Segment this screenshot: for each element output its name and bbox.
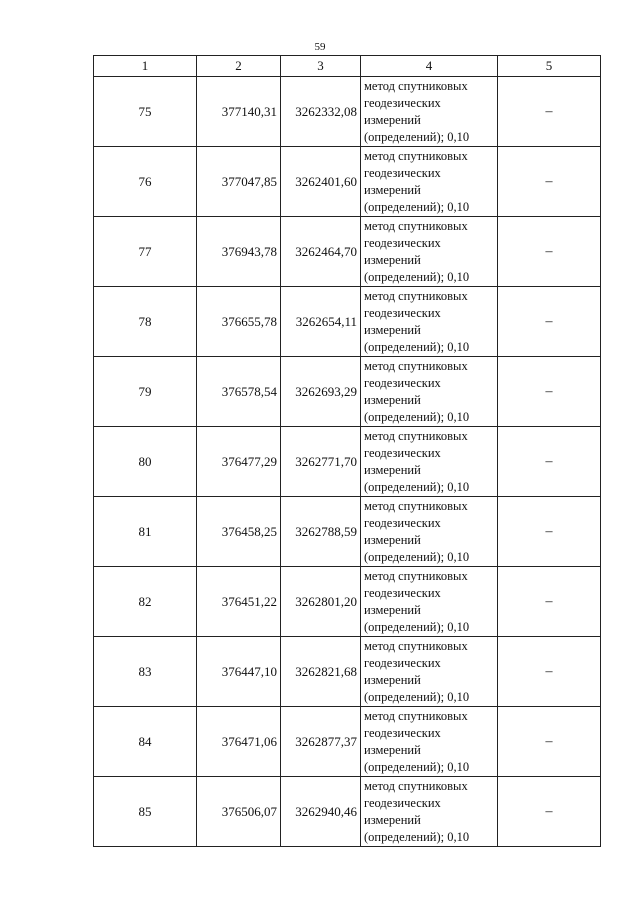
y-coordinate-cell: 3262464,70 xyxy=(281,217,361,287)
method-line: геодезических xyxy=(364,375,441,390)
note-cell: – xyxy=(498,427,601,497)
point-number-cell: 82 xyxy=(94,567,197,637)
x-coordinate-cell: 376477,29 xyxy=(197,427,281,497)
method-line: метод спутниковых xyxy=(364,288,468,303)
method-line: измерений xyxy=(364,672,421,687)
method-line: (определений); 0,10 xyxy=(364,129,470,144)
point-number-cell: 83 xyxy=(94,637,197,707)
method-line: измерений xyxy=(364,812,421,827)
method-cell xyxy=(361,287,498,357)
x-coordinate-cell: 376506,07 xyxy=(197,777,281,847)
method-line: измерений xyxy=(364,532,421,547)
method-line: геодезических xyxy=(364,795,441,810)
x-coordinate-cell: 376471,06 xyxy=(197,707,281,777)
table-row xyxy=(94,497,601,567)
method-line: геодезических xyxy=(364,305,441,320)
method-line: (определений); 0,10 xyxy=(364,689,470,704)
method-line: геодезических xyxy=(364,725,441,740)
method-line: (определений); 0,10 xyxy=(364,199,470,214)
column-header-3: 3 xyxy=(281,56,361,77)
method-line: (определений); 0,10 xyxy=(364,549,470,564)
method-line: измерений xyxy=(364,182,421,197)
y-coordinate-cell: 3262788,59 xyxy=(281,497,361,567)
point-number-cell: 80 xyxy=(94,427,197,497)
table-row xyxy=(94,777,601,847)
method-line: геодезических xyxy=(364,515,441,530)
method-line: геодезических xyxy=(364,235,441,250)
x-coordinate-cell: 376655,78 xyxy=(197,287,281,357)
method-line: измерений xyxy=(364,322,421,337)
method-cell xyxy=(361,777,498,847)
method-line: (определений); 0,10 xyxy=(364,269,470,284)
method-line: метод спутниковых xyxy=(364,428,468,443)
method-line: (определений); 0,10 xyxy=(364,619,470,634)
method-line: измерений xyxy=(364,742,421,757)
note-cell: – xyxy=(498,567,601,637)
note-cell: – xyxy=(498,497,601,567)
point-number-cell: 85 xyxy=(94,777,197,847)
x-coordinate-cell: 376578,54 xyxy=(197,357,281,427)
method-cell xyxy=(361,567,498,637)
table-row xyxy=(94,357,601,427)
method-line: геодезических xyxy=(364,95,441,110)
method-cell xyxy=(361,77,498,147)
method-line: (определений); 0,10 xyxy=(364,409,470,424)
method-line: метод спутниковых xyxy=(364,148,468,163)
note-cell: – xyxy=(498,707,601,777)
method-line: (определений); 0,10 xyxy=(364,339,470,354)
method-line: измерений xyxy=(364,392,421,407)
note-cell: – xyxy=(498,637,601,707)
column-header-4: 4 xyxy=(361,56,498,77)
note-cell: – xyxy=(498,287,601,357)
note-cell: – xyxy=(498,147,601,217)
method-cell xyxy=(361,637,498,707)
table-row xyxy=(94,567,601,637)
method-cell xyxy=(361,147,498,217)
table-body xyxy=(94,77,601,847)
note-cell: – xyxy=(498,357,601,427)
point-number-cell: 76 xyxy=(94,147,197,217)
x-coordinate-cell: 376458,25 xyxy=(197,497,281,567)
method-line: метод спутниковых xyxy=(364,358,468,373)
table-header-row xyxy=(94,56,601,77)
note-cell: – xyxy=(498,777,601,847)
method-line: (определений); 0,10 xyxy=(364,479,470,494)
method-line: метод спутниковых xyxy=(364,78,468,93)
y-coordinate-cell: 3262654,11 xyxy=(281,287,361,357)
method-line: измерений xyxy=(364,112,421,127)
note-cell: – xyxy=(498,77,601,147)
method-line: измерений xyxy=(364,462,421,477)
y-coordinate-cell: 3262332,08 xyxy=(281,77,361,147)
method-line: метод спутниковых xyxy=(364,778,468,793)
x-coordinate-cell: 377047,85 xyxy=(197,147,281,217)
column-header-5: 5 xyxy=(498,56,601,77)
x-coordinate-cell: 376451,22 xyxy=(197,567,281,637)
y-coordinate-cell: 3262821,68 xyxy=(281,637,361,707)
x-coordinate-cell: 376447,10 xyxy=(197,637,281,707)
coordinates-table xyxy=(93,55,601,847)
column-header-2: 2 xyxy=(197,56,281,77)
table-row xyxy=(94,77,601,147)
table-row xyxy=(94,287,601,357)
x-coordinate-cell: 377140,31 xyxy=(197,77,281,147)
method-cell xyxy=(361,357,498,427)
table-row xyxy=(94,147,601,217)
method-line: геодезических xyxy=(364,585,441,600)
method-line: геодезических xyxy=(364,445,441,460)
page-number: 59 xyxy=(314,41,326,53)
method-line: метод спутниковых xyxy=(364,638,468,653)
point-number-cell: 77 xyxy=(94,217,197,287)
x-coordinate-cell: 376943,78 xyxy=(197,217,281,287)
y-coordinate-cell: 3262771,70 xyxy=(281,427,361,497)
y-coordinate-cell: 3262940,46 xyxy=(281,777,361,847)
method-line: метод спутниковых xyxy=(364,708,468,723)
table-row xyxy=(94,637,601,707)
method-line: геодезических xyxy=(364,165,441,180)
y-coordinate-cell: 3262401,60 xyxy=(281,147,361,217)
table-row xyxy=(94,217,601,287)
method-cell xyxy=(361,427,498,497)
method-cell xyxy=(361,217,498,287)
method-line: метод спутниковых xyxy=(364,568,468,583)
method-line: геодезических xyxy=(364,655,441,670)
y-coordinate-cell: 3262877,37 xyxy=(281,707,361,777)
y-coordinate-cell: 3262693,29 xyxy=(281,357,361,427)
method-line: измерений xyxy=(364,602,421,617)
table-row xyxy=(94,427,601,497)
point-number-cell: 81 xyxy=(94,497,197,567)
note-cell: – xyxy=(498,217,601,287)
method-line: измерений xyxy=(364,252,421,267)
method-line: метод спутниковых xyxy=(364,218,468,233)
method-line: (определений); 0,10 xyxy=(364,759,470,774)
point-number-cell: 75 xyxy=(94,77,197,147)
point-number-cell: 84 xyxy=(94,707,197,777)
method-line: (определений); 0,10 xyxy=(364,829,470,844)
y-coordinate-cell: 3262801,20 xyxy=(281,567,361,637)
point-number-cell: 79 xyxy=(94,357,197,427)
method-line: метод спутниковых xyxy=(364,498,468,513)
column-header-1: 1 xyxy=(94,56,197,77)
method-cell xyxy=(361,497,498,567)
point-number-cell: 78 xyxy=(94,287,197,357)
method-cell xyxy=(361,707,498,777)
table-row xyxy=(94,707,601,777)
